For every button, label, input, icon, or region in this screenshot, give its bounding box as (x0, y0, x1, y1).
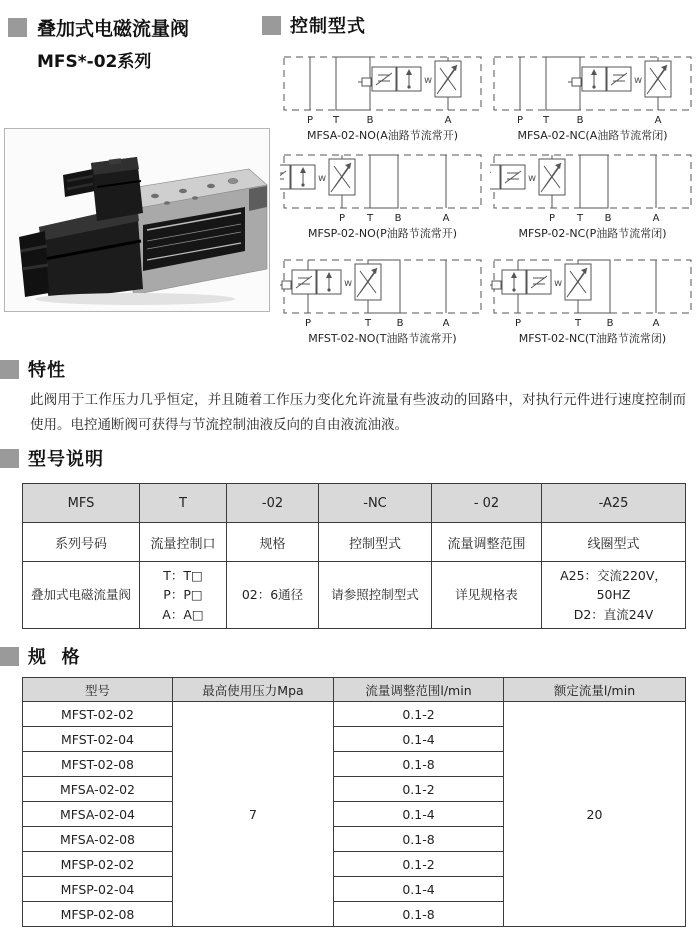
table-cell: 流量调整范围 (432, 523, 542, 562)
table-cell: 系列号码 (23, 523, 140, 562)
spec-heading (0, 643, 81, 669)
spec-flow-cell: 20 (504, 702, 686, 927)
table-cell: 详见规格表 (432, 562, 542, 629)
svg-text:A: A (442, 213, 450, 224)
circuit-diagram-6 (490, 255, 695, 346)
section-bullet-icon (8, 18, 27, 37)
spec-range-cell: 0.1-2 (334, 702, 504, 727)
svg-text:T: T (574, 318, 582, 329)
spec-model-cell: MFSP-02-08 (23, 902, 173, 927)
circuit-diagram-4 (490, 150, 695, 241)
section-bullet-icon (0, 647, 19, 666)
page-subtitle: MFS*-02系列 (37, 52, 152, 72)
table-cell: 控制型式 (319, 523, 432, 562)
table-cell: 规格 (227, 523, 319, 562)
spec-column-header: 额定流量l/min (504, 678, 686, 702)
section-title: 控制型式 (290, 16, 366, 37)
spec-range-cell: 0.1-4 (334, 727, 504, 752)
svg-text:P: P (306, 115, 314, 126)
spec-model-cell: MFSA-02-02 (23, 777, 173, 802)
page-title: 叠加式电磁流量阀 (37, 18, 190, 40)
table-row (23, 562, 686, 629)
spec-model-cell: MFST-02-08 (23, 752, 173, 777)
table-cell: 叠加式电磁流量阀 (23, 562, 140, 629)
diagram-caption: MFSA-02-NC(A油路节流常闭) (517, 129, 668, 142)
table-cell: MFS (23, 484, 140, 523)
spec-range-cell: 0.1-4 (334, 877, 504, 902)
circuit-diagram-3 (280, 150, 485, 241)
section-title: 型号说明 (28, 449, 104, 470)
solenoid-valve-illustration (5, 129, 269, 311)
table-cell: 流量控制口 (140, 523, 227, 562)
svg-text:B: B (576, 115, 584, 126)
svg-text:P: P (304, 318, 312, 329)
svg-text:B: B (396, 318, 404, 329)
features-heading (0, 356, 66, 382)
model-heading (0, 445, 104, 471)
control-type-heading (262, 12, 366, 38)
spec-model-cell: MFSP-02-04 (23, 877, 173, 902)
svg-text:P: P (338, 213, 346, 224)
spec-range-cell: 0.1-2 (334, 852, 504, 877)
spec-model-cell: MFSA-02-04 (23, 802, 173, 827)
section-bullet-icon (0, 449, 19, 468)
svg-text:w: w (318, 173, 327, 184)
diagram-caption: MFST-02-NC(T油路节流常闭) (518, 332, 667, 345)
svg-text:T: T (576, 213, 584, 224)
spec-range-cell: 0.1-4 (334, 802, 504, 827)
svg-text:w: w (344, 278, 353, 289)
table-cell: T (140, 484, 227, 523)
diagram-caption: MFST-02-NO(T油路节流常开) (308, 332, 457, 345)
svg-text:A: A (444, 115, 452, 126)
table-cell: 线圈型式 (542, 523, 686, 562)
spec-range-cell: 0.1-8 (334, 752, 504, 777)
table-row (23, 523, 686, 562)
svg-text:A: A (442, 318, 450, 329)
spec-column-header: 最高使用压力Mpa (173, 678, 334, 702)
spec-model-cell: MFST-02-02 (23, 702, 173, 727)
table-row (23, 484, 686, 523)
table-cell: A25：交流220V，50HZ D2：直流24V (542, 562, 686, 629)
svg-text:w: w (634, 75, 643, 86)
svg-text:T: T (542, 115, 550, 126)
section-title: 规 格 (28, 647, 81, 668)
circuit-diagram-5 (280, 255, 485, 346)
spec-row (23, 702, 686, 727)
svg-text:A: A (652, 318, 660, 329)
section-bullet-icon (0, 360, 19, 379)
svg-text:w: w (424, 75, 433, 86)
spec-model-cell: MFST-02-04 (23, 727, 173, 752)
circuit-diagram-1 (280, 52, 485, 143)
spec-range-cell: 0.1-8 (334, 827, 504, 852)
svg-text:B: B (606, 318, 614, 329)
svg-text:T: T (332, 115, 340, 126)
table-cell: -02 (227, 484, 319, 523)
table-cell: - 02 (432, 484, 542, 523)
svg-text:P: P (514, 318, 522, 329)
svg-text:w: w (554, 278, 563, 289)
circuit-diagram-2 (490, 52, 695, 143)
spec-table (22, 677, 686, 927)
svg-text:B: B (394, 213, 402, 224)
table-cell: -A25 (542, 484, 686, 523)
spec-pressure-cell: 7 (173, 702, 334, 927)
svg-text:B: B (604, 213, 612, 224)
svg-text:A: A (654, 115, 662, 126)
svg-text:w: w (528, 173, 537, 184)
model-code-table (22, 483, 686, 629)
spec-range-cell: 0.1-2 (334, 777, 504, 802)
diagram-caption: MFSP-02-NC(P油路节流常闭) (518, 227, 667, 240)
svg-text:P: P (548, 213, 556, 224)
spec-model-cell: MFSA-02-08 (23, 827, 173, 852)
svg-text:A: A (652, 213, 660, 224)
svg-text:B: B (366, 115, 374, 126)
product-photo (4, 128, 270, 312)
table-cell: T：T□ P：P□ A：A□ (140, 562, 227, 629)
table-cell: 请参照控制型式 (319, 562, 432, 629)
product-title-block (8, 14, 189, 72)
diagram-caption: MFSP-02-NO(P油路节流常开) (307, 227, 458, 240)
section-bullet-icon (262, 16, 281, 35)
spec-column-header: 型号 (23, 678, 173, 702)
section-title: 特性 (28, 360, 66, 381)
svg-text:T: T (366, 213, 374, 224)
svg-text:P: P (516, 115, 524, 126)
spec-column-header: 流量调整范围l/min (334, 678, 504, 702)
features-paragraph: 此阀用于工作压力几乎恒定，并且随着工作压力变化允许流量有些波动的回路中，对执行元件进行速度控制而使用。电控通断阀可获得与节流控制油液反向的自由液流油液。 (30, 392, 686, 433)
svg-text:T: T (364, 318, 372, 329)
diagram-caption: MFSA-02-NO(A油路节流常开) (306, 129, 459, 142)
spec-model-cell: MFSP-02-02 (23, 852, 173, 877)
spec-range-cell: 0.1-8 (334, 902, 504, 927)
table-cell: 02：6通径 (227, 562, 319, 629)
table-cell: -NC (319, 484, 432, 523)
